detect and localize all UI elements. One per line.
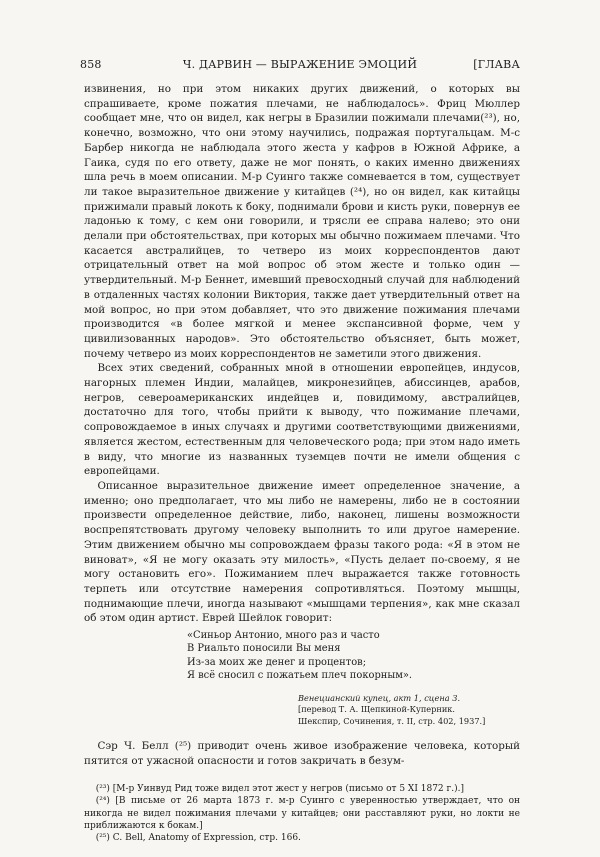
page-number: 858 bbox=[80, 58, 102, 71]
quote-line: Из-за моих же денег и процентов; bbox=[187, 656, 367, 668]
running-header bbox=[80, 58, 520, 74]
footnote: (²⁴) [В письме от 26 марта 1873 г. м-р Суинго с уверенностью утверждает, что он никогда не видел пожимания плечами у китайцев; они расставляют руки, но локти не приближаются к бокам.] bbox=[84, 796, 520, 832]
footnotes bbox=[84, 783, 520, 845]
paragraph: Всех этих сведений, собранных мной в отношении европейцев, индусов, нагорных племен Индии, малайцев, микронезийцев, абиссинцев, арабов, негров, североамериканских индейцев и, повидимому, австралийцев, достаточно для того, чтобы прийти к выводу, что пожимание плечами, сопровождаемое в иных случаях и другими соответствующими движениями, является жестом, естественным для человеческого рода; при этом надо иметь в виду, что многие из названных туземцев почти не имели общения с европейцами. bbox=[84, 362, 520, 478]
attribution-translator: [перевод Т. А. Щепкиной-Куперник. bbox=[298, 704, 455, 715]
footnote: (²³) [М-р Уинвуд Рид тоже видел этот жест у негров (письмо от 5 XI 1872 г.).] bbox=[95, 783, 464, 794]
quote-line: Я всё сносил с пожатьем плеч покорным». bbox=[187, 670, 413, 682]
quote-line: В Риальто поносили Вы меня bbox=[187, 643, 341, 655]
quote-line: «Синьор Антонио, много раз и часто bbox=[187, 630, 380, 642]
running-title: Ч. ДАРВИН — ВЫРАЖЕНИЕ ЭМОЦИЙ bbox=[182, 58, 418, 71]
quote-attribution bbox=[298, 693, 520, 728]
attribution-work: Венецианский купец, акт 1, сцена 3. bbox=[298, 692, 461, 703]
paragraph: Сэр Ч. Белл (²⁵) приводит очень живое изображение человека, который пятится от ужасной опасности и готов закричать в безум- bbox=[84, 740, 520, 768]
footnote: (²⁵) C. Bell, Anatomy of Expression, стр. 166. bbox=[95, 833, 301, 844]
paragraph: Описанное выразительное движение имеет определенное значение, а именно; оно предполагает, что мы либо не намерены, либо не в состоянии произвести определенное действие, либо, наконец, лишены возможности воспрепятствовать другому человеку выполнить то или другое намерение. Этим движением обычно мы сопровождаем фразы такого рода: «Я в этом не виноват», «Я не могу оказать эту милость», «Пусть делает по-своему, я не могу остановить его». Пожиманием плеч выражается также готовность терпеть или отсутствие намерения сопротивляться. Поэтому мышцы, поднимающие плечи, иногда называют «мышцами терпения», как мне сказал об этом один артист. Еврей Шейлок говорит: bbox=[84, 479, 520, 625]
chapter-label: [ГЛАВА bbox=[473, 58, 520, 71]
paragraph: извинения, но при этом никаких других движений, о которых вы спрашиваете, кроме пожатия плечами, не наблюдалось». Фриц Мюллер сообщает мне, что он видел, как негры в Бразилии пожимали плечами(²³), но, конечно, возможно, что они этому научились, подражая португальцам. М-с Барбер никогда не наблюдала этого жеста у кафров в Южной Африке, а Гаика, судя по его ответу, даже не мог понять, о каких именно движениях шла речь в моем описании. М-р Суинго также сомневается в том, существует ли такое выразительное движение у китайцев (²⁴), но он видел, как китайцы прижимали правый локоть к боку, поднимали брови и кисть руки, повернув ее ладонью к тому, с кем они говорили, и трясли ее справа налево; это они делали при обстоятельствах, при которых мы обычно пожимаем плечами. Что касается австралийцев, то четверо из моих корреспондентов дают отрицательный ответ на мой вопрос об этом жесте и только один — утвердительный. М-р Беннет, имевший превосходный случай для наблюдений в отдаленных частях колонии Виктория, также дает утвердительный ответ на мой вопрос, но при этом добавляет, что это движение пожимания плечами производится «в более мягкой и менее экспансивной форме, чем у цивилизованных народов». Это обстоятельство объясняет, быть может, почему четверо из моих корреспондентов не заметили этого движения. bbox=[84, 83, 520, 360]
attribution-source: Шекспир, Сочинения, т. II, стр. 402, 1937.] bbox=[298, 715, 486, 726]
shakespeare-quote bbox=[187, 629, 520, 683]
page-body bbox=[84, 82, 520, 845]
